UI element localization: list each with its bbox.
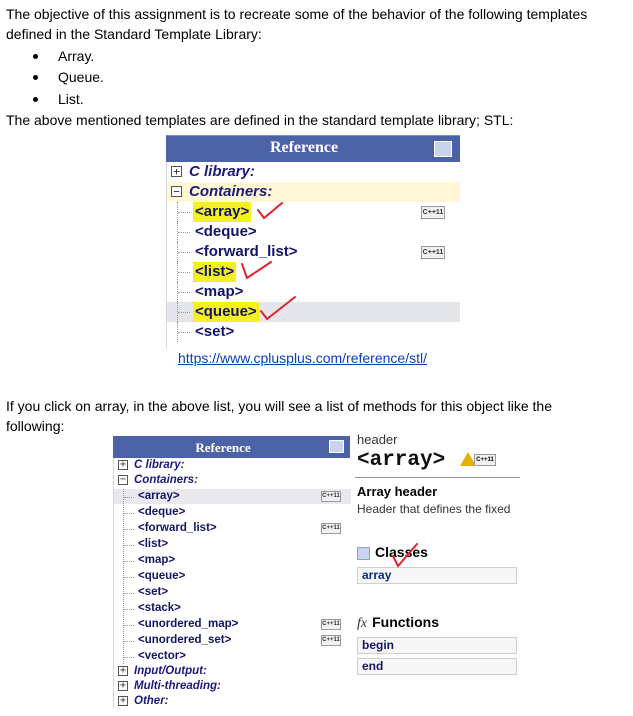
- para-2-line-1: If you click on array, in the above list, you will see a list of methods for this object like the: [6, 398, 552, 414]
- category-label: Other:: [134, 695, 169, 707]
- expand-plus-icon[interactable]: +: [171, 166, 182, 177]
- book-icon[interactable]: [329, 440, 344, 453]
- tree-item-stack[interactable]: [114, 601, 351, 616]
- tree-connector: [123, 649, 136, 664]
- array-detail-pane: [355, 432, 625, 710]
- tree-item-queue[interactable]: [167, 302, 460, 322]
- item-label[interactable]: <array>: [195, 203, 250, 220]
- function-end-link[interactable]: end: [357, 658, 517, 675]
- bullet-dot-icon: [33, 75, 38, 80]
- tree-item-list[interactable]: [114, 537, 351, 552]
- tree-connector: [177, 262, 192, 282]
- expand-plus-icon[interactable]: +: [119, 459, 127, 470]
- book-icon[interactable]: [434, 141, 452, 157]
- tree-item-unordered-set[interactable]: [114, 633, 351, 648]
- stl-reference-link[interactable]: https://www.cplusplus.com/reference/stl/: [178, 350, 427, 366]
- expand-plus-icon[interactable]: +: [119, 665, 127, 676]
- detail-title: <array>: [357, 449, 446, 472]
- tree-connector: [123, 505, 136, 520]
- functions-label: Functions: [372, 614, 439, 630]
- tree-connector: [177, 222, 192, 242]
- cpp11-badge: C++11: [321, 491, 341, 502]
- tree-connector: [123, 633, 136, 648]
- bullet-label: List.: [58, 91, 84, 107]
- tree-item-forward-list[interactable]: [167, 242, 460, 262]
- tree-category-multi-threading[interactable]: [114, 679, 351, 694]
- item-label[interactable]: <deque>: [195, 223, 257, 240]
- tree-item-set[interactable]: [167, 322, 460, 342]
- item-label[interactable]: <map>: [195, 283, 244, 300]
- tree-category-c-library[interactable]: [167, 162, 460, 182]
- title-divider: [355, 477, 520, 478]
- collapse-minus-icon[interactable]: −: [119, 474, 127, 485]
- item-label[interactable]: <unordered_set>: [138, 634, 232, 646]
- tree-connector: [177, 242, 192, 262]
- tree-category-containers[interactable]: [114, 473, 351, 488]
- tree-item-array[interactable]: [167, 202, 460, 222]
- tree-connector: [177, 302, 192, 322]
- detail-subtitle: Array header: [357, 484, 438, 499]
- item-label[interactable]: <list>: [195, 263, 235, 280]
- cpp11-badge: C++11: [321, 635, 341, 646]
- tree-item-unordered-map[interactable]: [114, 617, 351, 632]
- bullet-label: Array.: [58, 48, 95, 64]
- tree-connector: [123, 521, 136, 536]
- detail-description: Header that defines the fixed: [357, 502, 511, 516]
- tree-connector: [123, 585, 136, 600]
- tree-item-map[interactable]: [114, 553, 351, 568]
- para-2-line-2: following:: [6, 418, 65, 434]
- intro-after: The above mentioned templates are defined in the standard template library; STL:: [6, 112, 514, 128]
- red-check-mark-icon: [256, 200, 284, 222]
- cpp11-badge: C++11: [421, 246, 445, 259]
- reference-tree: [113, 458, 350, 708]
- item-label[interactable]: <stack>: [138, 602, 181, 614]
- tree-connector: [123, 489, 136, 504]
- tree-category-c-library[interactable]: [114, 458, 351, 473]
- expand-plus-icon[interactable]: +: [119, 680, 127, 691]
- item-label[interactable]: <list>: [138, 538, 169, 550]
- item-label[interactable]: <forward_list>: [138, 522, 217, 534]
- tree-connector: [123, 553, 136, 568]
- tree-connector: [123, 617, 136, 632]
- tree-item-forward-list[interactable]: [114, 521, 351, 536]
- class-array-link[interactable]: array: [357, 567, 517, 584]
- tree-category-containers[interactable]: [167, 182, 460, 202]
- tree-connector: [177, 282, 192, 302]
- detail-kicker: header: [357, 432, 398, 447]
- tree-item-queue[interactable]: [114, 569, 351, 584]
- red-check-mark-icon: [238, 258, 274, 282]
- red-check-mark-icon: [390, 540, 420, 570]
- reference-title: Reference: [269, 139, 339, 156]
- item-label[interactable]: <vector>: [138, 650, 186, 662]
- cpp11-badge: C++11: [321, 523, 341, 534]
- item-label[interactable]: <forward_list>: [195, 243, 298, 260]
- intro-line-2: defined in the Standard Template Library:: [6, 26, 262, 42]
- bullet-queue: [33, 67, 104, 87]
- bullet-array: [33, 46, 94, 66]
- item-label[interactable]: <array>: [138, 490, 180, 502]
- tree-item-array[interactable]: [114, 489, 351, 504]
- reference-panel-small: [113, 436, 350, 708]
- reference-tree: [166, 162, 460, 349]
- tree-category-input-output[interactable]: [114, 664, 351, 679]
- tree-connector: [177, 202, 192, 222]
- item-label[interactable]: <deque>: [138, 506, 186, 518]
- bullet-label: Queue.: [58, 69, 104, 85]
- tree-item-set[interactable]: [114, 585, 351, 600]
- function-begin-link[interactable]: begin: [357, 637, 517, 654]
- reference-header: [166, 135, 460, 162]
- category-label: Containers:: [134, 474, 198, 486]
- category-label: Input/Output:: [134, 665, 207, 677]
- expand-plus-icon[interactable]: +: [119, 695, 127, 706]
- category-label: Multi-threading:: [134, 680, 221, 692]
- item-label[interactable]: <set>: [138, 586, 169, 598]
- tree-item-map[interactable]: [167, 282, 460, 302]
- class-icon: [357, 547, 370, 560]
- tree-item-deque[interactable]: [167, 222, 460, 242]
- item-label[interactable]: <set>: [195, 323, 235, 340]
- bullet-list: [33, 89, 84, 109]
- tree-item-list[interactable]: [167, 262, 460, 282]
- tree-connector: [123, 601, 136, 616]
- tree-item-vector[interactable]: [114, 649, 351, 664]
- item-label[interactable]: <queue>: [138, 570, 186, 582]
- functions-heading: [357, 614, 439, 632]
- tree-category-other[interactable]: [114, 694, 351, 709]
- bullet-dot-icon: [33, 97, 38, 102]
- category-label: C library:: [134, 459, 185, 471]
- item-label[interactable]: <unordered_map>: [138, 618, 239, 630]
- classes-label: Classes: [375, 544, 428, 560]
- tree-connector: [123, 537, 136, 552]
- item-label[interactable]: <queue>: [195, 303, 257, 320]
- cpp11-badge: C++11: [474, 454, 496, 466]
- item-label[interactable]: <map>: [138, 554, 176, 566]
- tree-connector: [177, 322, 192, 342]
- bullet-dot-icon: [33, 54, 38, 59]
- function-icon: fx: [357, 616, 368, 631]
- cpp11-badge: C++11: [321, 619, 341, 630]
- red-check-mark-icon: [258, 293, 298, 323]
- category-label: C library:: [189, 163, 255, 180]
- cpp11-badge: C++11: [421, 206, 445, 219]
- reference-panel-large: [166, 135, 460, 349]
- intro-line-1: The objective of this assignment is to recreate some of the behavior of the following templates: [6, 6, 588, 22]
- collapse-minus-icon[interactable]: −: [171, 186, 182, 197]
- reference-header: [113, 436, 350, 458]
- reference-title: Reference: [195, 440, 251, 455]
- tree-item-deque[interactable]: [114, 505, 351, 520]
- category-label: Containers:: [189, 183, 273, 200]
- tree-connector: [123, 569, 136, 584]
